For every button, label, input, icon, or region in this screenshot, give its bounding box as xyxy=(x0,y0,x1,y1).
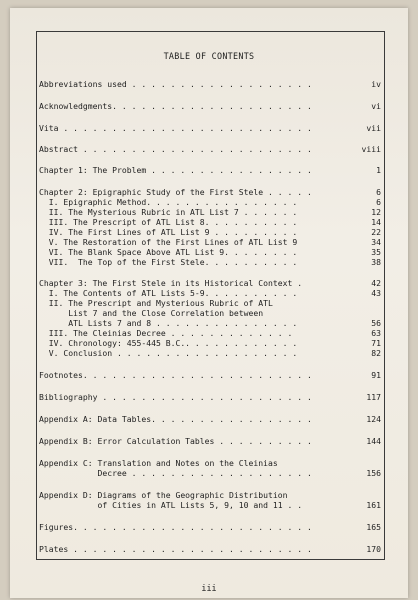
toc-subentry: List 7 and the Close Correlation between xyxy=(39,308,264,318)
toc-entry: Plates . . . . . . . . . . . . . . . . . . . . . . . . . 170 xyxy=(39,544,381,554)
toc-entry: Appendix A: Data Tables. . . . . . . . . . . . . . . . . 124 xyxy=(39,414,381,424)
toc-entry: Abstract . . . . . . . . . . . . . . . . . . . . . . . . viii xyxy=(39,144,381,154)
toc-subentry: III. The Prescript of ATL List 8. . . . . . . . . . 14 xyxy=(39,217,381,227)
toc-subentry: V. Conclusion . . . . . . . . . . . . . . . . . . . 82 xyxy=(39,348,381,358)
toc-subentry: II. The Mysterious Rubric in ATL List 7 . . . . . . 12 xyxy=(39,207,381,217)
toc-entry: Appendix B: Error Calculation Tables . . . . . . . . . . 144 xyxy=(39,436,381,446)
toc-entry: Abbreviations used . . . . . . . . . . . . . . . . . . . iv xyxy=(39,79,381,89)
toc-entry: Bibliography . . . . . . . . . . . . . . . . . . . . . . 117 xyxy=(39,392,381,402)
toc-subentry: VII. The Top of the First Stele. . . . . . . . . . 38 xyxy=(39,257,381,267)
toc-entry: Appendix D: Diagrams of the Geographic Distribution xyxy=(39,490,288,500)
page-number: iii xyxy=(201,583,217,593)
toc-subentry: IV. The First Lines of ATL List 9 . . . . . . . . . 22 xyxy=(39,227,381,237)
toc-subentry: ATL Lists 7 and 8 . . . . . . . . . . . . . . . 56 xyxy=(39,318,381,328)
toc-entry: Vita . . . . . . . . . . . . . . . . . . . . . . . . . . vii xyxy=(39,123,381,133)
page-title: TABLE OF CONTENTS xyxy=(163,51,255,61)
toc-entry-continuation: Decree . . . . . . . . . . . . . . . . . . . 156 xyxy=(39,468,381,478)
toc-subentry: VI. The Blank Space Above ATL List 9. . . . . . . . 35 xyxy=(39,247,381,257)
toc-entry: Chapter 1: The Problem . . . . . . . . . . . . . . . . . 1 xyxy=(39,165,381,175)
toc-entry: Acknowledgments. . . . . . . . . . . . . . . . . . . . . vi xyxy=(39,101,381,111)
toc-subentry: I. Epigraphic Method. . . . . . . . . . . . . . . . 6 xyxy=(39,197,381,207)
toc-entry: Chapter 2: Epigraphic Study of the First Stele . . . . . 6 xyxy=(39,187,381,197)
toc-subentry: IV. Chronology: 455-445 B.C.. . . . . . . . . . . . 71 xyxy=(39,338,381,348)
toc-entry: Chapter 3: The First Stele in its Historical Context . 42 xyxy=(39,278,381,288)
toc-entry-continuation: of Cities in ATL Lists 5, 9, 10 and 11 . . 161 xyxy=(39,500,381,510)
toc-subentry: II. The Prescript and Mysterious Rubric of ATL xyxy=(39,298,273,308)
toc-subentry: I. The Contents of ATL Lists 5-9. . . . . . . . . . 43 xyxy=(39,288,381,298)
toc-entry: Appendix C: Translation and Notes on the Cleinias xyxy=(39,458,278,468)
toc-subentry: III. The Cleinias Decree . . . . . . . . . . . . . 63 xyxy=(39,328,381,338)
document-page xyxy=(10,8,408,598)
toc-entry: Footnotes. . . . . . . . . . . . . . . . . . . . . . . . 91 xyxy=(39,370,381,380)
toc-subentry: V. The Restoration of the First Lines of ATL List 9 34 xyxy=(39,237,381,247)
toc-entry: Figures. . . . . . . . . . . . . . . . . . . . . . . . . 165 xyxy=(39,522,381,532)
